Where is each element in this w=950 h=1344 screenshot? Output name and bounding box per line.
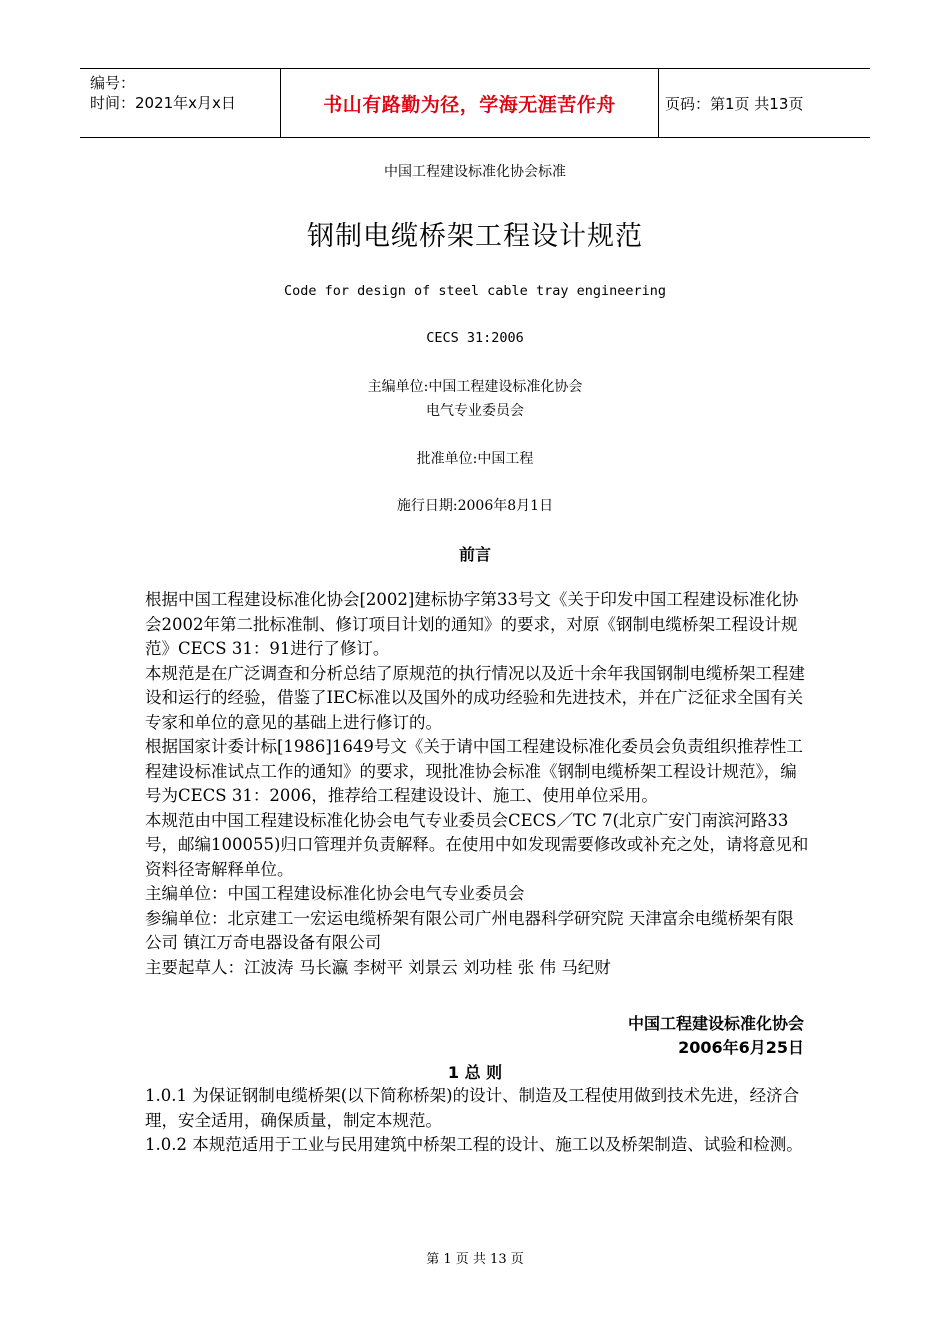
clause-1-0-2: 1.0.2 本规范适用于工业与民用建筑中桥架工程的设计、施工以及桥架制造、试验和检测。 xyxy=(145,1135,803,1154)
document-title: 钢制电缆桥架工程设计规范 xyxy=(307,221,643,252)
preface-paragraph: 根据国家计委计标[1986]1649号文《关于请中国工程建设标准化委员会负责组织推荐性工程建设标准试点工作的通知》的要求，现批准协会标准《钢制电缆桥架工程设计规范》，编号为CECS 31：2006，推荐给工程建设设计、施工、使用单位采用。 xyxy=(145,737,803,805)
page-header xyxy=(80,68,870,138)
english-title: Code for design of steel cable tray engineering xyxy=(283,283,666,299)
preface-paragraph: 本规范是在广泛调查和分析总结了原规范的执行情况以及近十余年我国钢制电缆桥架工程建设和运行的经验，借鉴了IEC标准以及国外的成功经验和先进技术，并在广泛征求全国有关专家和单位的意见的基础上进行修订的。 xyxy=(145,663,805,732)
preface-paragraph: 本规范由中国工程建设标准化协会电气专业委员会CECS／TC 7(北京广安门南滨河路33号，邮编100055)归口管理并负责解释。在使用中如发现需要修改或补充之处，请将意见和资料径寄解释单位。 xyxy=(145,810,809,879)
time-label: 时间：2021年x月x日 xyxy=(90,94,236,112)
standard-code: CECS 31:2006 xyxy=(426,330,524,346)
chapter-body xyxy=(145,1084,810,1158)
org-standard: 中国工程建设标准化协会标准 xyxy=(384,164,566,180)
preface-body xyxy=(145,588,810,980)
chapter-heading: 1 总 则 xyxy=(447,1063,503,1082)
clause-1-0-1: 1.0.1 为保证钢制电缆桥架(以下简称桥架)的设计、制造及工程使用做到技术先进，经济合理，安全适用，确保质量，制定本规范。 xyxy=(145,1086,800,1130)
preface-paragraph: 参编单位：北京建工一宏运电缆桥架有限公司广州电器科学研究院 天津富余电缆桥架有限公司 镇江万奇电器设备有限公司 xyxy=(145,908,794,952)
preface-paragraph: 根据中国工程建设标准化协会[2002]建标协字第33号文《关于印发中国工程建设标准化协会2002年第二批标准制、修订项目计划的通知》的要求，对原《钢制电缆桥架工程设计规范》CECS 31：91进行了修订。 xyxy=(145,590,799,658)
editor-unit-line2: 电气专业委员会 xyxy=(426,403,524,419)
approval-unit: 批准单位:中国工程 xyxy=(416,451,534,467)
number-label: 编号： xyxy=(90,74,136,92)
effective-date: 施行日期:2006年8月1日 xyxy=(396,498,554,514)
signature-org: 中国工程建设标准化协会 xyxy=(627,1014,804,1033)
preface-paragraph: 主要起草人：江波涛 马长瀛 李树平 刘景云 刘功桂 张 伟 马纪财 xyxy=(145,957,611,977)
editor-unit-line1: 主编单位:中国工程建设标准化协会 xyxy=(367,379,583,395)
header-motto: 书山有路勤为径，学海无涯苦作舟 xyxy=(281,69,659,137)
preface-paragraph: 主编单位：中国工程建设标准化协会电气专业委员会 xyxy=(145,884,525,903)
header-page-info: 页码：第1页 共13页 xyxy=(665,94,804,113)
page-footer: 第 1 页 共 13 页 xyxy=(426,1252,524,1267)
preface-heading: 前言 xyxy=(458,545,491,564)
signature-date: 2006年6月25日 xyxy=(678,1038,804,1057)
header-meta xyxy=(80,69,281,137)
